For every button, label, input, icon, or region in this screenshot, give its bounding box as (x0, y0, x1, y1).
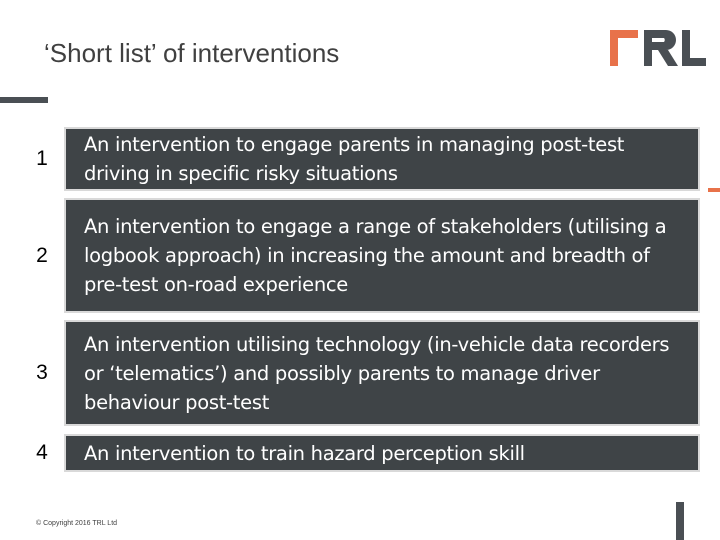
bottom-accent-bar (676, 502, 684, 540)
intervention-row (20, 127, 700, 191)
item-number: 2 (20, 198, 64, 313)
item-text-box (64, 434, 700, 472)
item-text: An intervention to engage a range of stakeholders (utilising a logbook approach) in increasing the amount and breadth of pre-test on-road experience (84, 215, 667, 296)
item-text-box (64, 320, 700, 426)
item-text: An intervention utilising technology (in-vehicle data recorders or ‘telematics’) and possibly parents to manage driver behaviour post-test (84, 332, 670, 414)
item-text-box (64, 127, 700, 191)
trl-logo (610, 30, 706, 66)
item-number: 3 (20, 320, 64, 426)
item-number: 1 (20, 127, 64, 191)
slide-title: ‘Short list’ of interventions (44, 38, 340, 68)
intervention-row (20, 320, 700, 426)
copyright-text: © Copyright 2016 TRL Ltd (36, 520, 118, 527)
item-number: 4 (20, 434, 64, 472)
title-accent-bar (0, 97, 48, 103)
item-text-box (64, 198, 700, 313)
intervention-row (20, 198, 700, 313)
item-text: An intervention to engage parents in managing post-test driving in specific risky situations (84, 133, 625, 185)
intervention-row (20, 434, 700, 472)
right-accent-bar (708, 188, 720, 192)
item-text: An intervention to train hazard perception skill (84, 441, 525, 465)
